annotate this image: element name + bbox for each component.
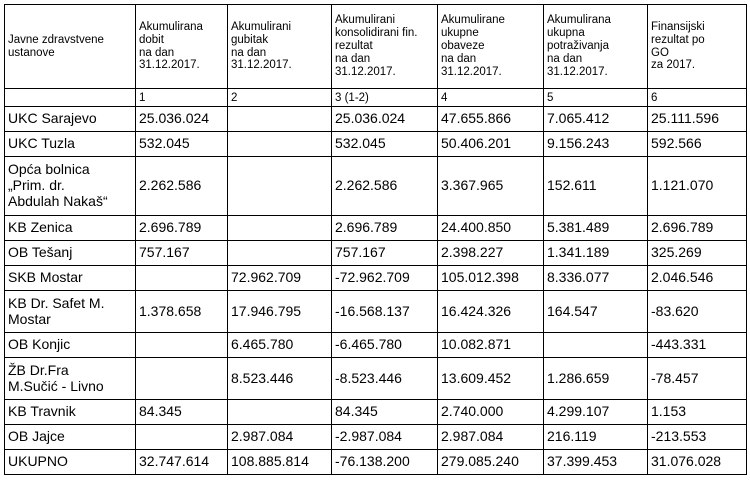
table-cell: 2.696.789 bbox=[332, 216, 438, 241]
table-row bbox=[5, 241, 747, 266]
table-cell: 152.611 bbox=[544, 157, 648, 216]
table-row bbox=[5, 425, 747, 450]
table-row bbox=[5, 157, 747, 216]
table-cell: 84.345 bbox=[332, 400, 438, 425]
institution-name: OB Jajce bbox=[5, 425, 136, 450]
table-cell bbox=[136, 425, 228, 450]
table-cell bbox=[228, 241, 332, 266]
table-cell: 84.345 bbox=[136, 400, 228, 425]
table-cell: 47.655.866 bbox=[438, 107, 544, 132]
table-cell: 532.045 bbox=[136, 132, 228, 157]
table-cell: 1.378.658 bbox=[136, 291, 228, 333]
table-cell: 9.156.243 bbox=[544, 132, 648, 157]
table-cell bbox=[228, 107, 332, 132]
table-row bbox=[5, 132, 747, 157]
table-cell: 2.398.227 bbox=[438, 241, 544, 266]
table-cell: 1.341.189 bbox=[544, 241, 648, 266]
table-cell: 8.336.077 bbox=[544, 266, 648, 291]
column-number-row bbox=[5, 89, 747, 107]
institution-name: UKC Tuzla bbox=[5, 132, 136, 157]
table-cell: 2.262.586 bbox=[136, 157, 228, 216]
table-cell: 37.399.453 bbox=[544, 450, 648, 475]
column-number-cell bbox=[5, 89, 136, 107]
table-cell: -16.568.137 bbox=[332, 291, 438, 333]
table-cell: -78.457 bbox=[648, 358, 747, 400]
table-cell: 2.046.546 bbox=[648, 266, 747, 291]
table-cell: -76.138.200 bbox=[332, 450, 438, 475]
table-cell: 25.036.024 bbox=[136, 107, 228, 132]
table-cell: 10.082.871 bbox=[438, 333, 544, 358]
table-cell bbox=[228, 216, 332, 241]
header-cell: Akumulirane ukupne obaveze na dan 31.12.2017. bbox=[438, 5, 544, 89]
institution-name: OB Tešanj bbox=[5, 241, 136, 266]
table-cell: 17.946.795 bbox=[228, 291, 332, 333]
institution-name: UKC Sarajevo bbox=[5, 107, 136, 132]
header-cell: Akumulirani gubitak na dan 31.12.2017. bbox=[228, 5, 332, 89]
institution-name: UKUPNO bbox=[5, 450, 136, 475]
table-cell: 1.286.659 bbox=[544, 358, 648, 400]
header-cell: Finansijski rezultat po GO za 2017. bbox=[648, 5, 747, 89]
table-cell: -443.331 bbox=[648, 333, 747, 358]
table-cell: -2.987.084 bbox=[332, 425, 438, 450]
table-cell bbox=[136, 333, 228, 358]
column-number-cell: 6 bbox=[648, 89, 747, 107]
table-cell: 25.111.596 bbox=[648, 107, 747, 132]
total-row bbox=[5, 450, 747, 475]
header-cell: Akumulirana ukupna potraživanja na dan 31.12.2017. bbox=[544, 5, 648, 89]
table-cell: 7.065.412 bbox=[544, 107, 648, 132]
table-cell: 164.547 bbox=[544, 291, 648, 333]
table-cell: 2.696.789 bbox=[648, 216, 747, 241]
table-cell bbox=[228, 132, 332, 157]
column-number-cell: 5 bbox=[544, 89, 648, 107]
table-cell: -213.553 bbox=[648, 425, 747, 450]
institution-name: OB Konjic bbox=[5, 333, 136, 358]
table-cell bbox=[544, 333, 648, 358]
table-row bbox=[5, 216, 747, 241]
institution-name: KB Travnik bbox=[5, 400, 136, 425]
header-cell: Akumulirana dobit na dan 31.12.2017. bbox=[136, 5, 228, 89]
table-cell: 1.121.070 bbox=[648, 157, 747, 216]
column-number-cell: 3 (1-2) bbox=[332, 89, 438, 107]
table-cell: 6.465.780 bbox=[228, 333, 332, 358]
table-cell bbox=[228, 157, 332, 216]
table-cell: 2.987.084 bbox=[228, 425, 332, 450]
table-row bbox=[5, 358, 747, 400]
table-cell: 216.119 bbox=[544, 425, 648, 450]
table-cell: -83.620 bbox=[648, 291, 747, 333]
table-cell: 2.262.586 bbox=[332, 157, 438, 216]
table-cell: 25.036.024 bbox=[332, 107, 438, 132]
table-cell: 13.609.452 bbox=[438, 358, 544, 400]
table-cell: 757.167 bbox=[332, 241, 438, 266]
table-row bbox=[5, 400, 747, 425]
table-cell: 24.400.850 bbox=[438, 216, 544, 241]
financial-table bbox=[4, 4, 747, 475]
table-cell: -6.465.780 bbox=[332, 333, 438, 358]
table-cell: 32.747.614 bbox=[136, 450, 228, 475]
table-cell: 50.406.201 bbox=[438, 132, 544, 157]
table-cell: 31.076.028 bbox=[648, 450, 747, 475]
column-number-cell: 4 bbox=[438, 89, 544, 107]
table-row bbox=[5, 291, 747, 333]
table-cell bbox=[136, 358, 228, 400]
table-cell: 532.045 bbox=[332, 132, 438, 157]
table-cell: 2.987.084 bbox=[438, 425, 544, 450]
institution-name: KB Zenica bbox=[5, 216, 136, 241]
column-number-cell: 2 bbox=[228, 89, 332, 107]
header-cell: Akumulirani konsolidirani fin. rezultat na dan 31.12.2017. bbox=[332, 5, 438, 89]
header-cell: Javne zdravstvene ustanove bbox=[5, 5, 136, 89]
institution-name: ŽB Dr.Fra M.Sučić - Livno bbox=[5, 358, 136, 400]
table-row bbox=[5, 266, 747, 291]
table-cell: 2.696.789 bbox=[136, 216, 228, 241]
table-cell: -8.523.446 bbox=[332, 358, 438, 400]
table-cell bbox=[136, 266, 228, 291]
table-cell: 108.885.814 bbox=[228, 450, 332, 475]
table-cell: 2.740.000 bbox=[438, 400, 544, 425]
table-cell: 72.962.709 bbox=[228, 266, 332, 291]
institution-name: SKB Mostar bbox=[5, 266, 136, 291]
table-cell: 325.269 bbox=[648, 241, 747, 266]
table-cell: 592.566 bbox=[648, 132, 747, 157]
header-row bbox=[5, 5, 747, 89]
table-cell: 757.167 bbox=[136, 241, 228, 266]
table-row bbox=[5, 333, 747, 358]
table-cell: 8.523.446 bbox=[228, 358, 332, 400]
table-cell: 279.085.240 bbox=[438, 450, 544, 475]
table-cell: 16.424.326 bbox=[438, 291, 544, 333]
table-cell: 105.012.398 bbox=[438, 266, 544, 291]
institution-name: Opća bolnica „Prim. dr. Abdulah Nakaš“ bbox=[5, 157, 136, 216]
table-row bbox=[5, 107, 747, 132]
table-cell: 5.381.489 bbox=[544, 216, 648, 241]
institution-name: KB Dr. Safet M. Mostar bbox=[5, 291, 136, 333]
table-cell: 1.153 bbox=[648, 400, 747, 425]
table-cell: 4.299.107 bbox=[544, 400, 648, 425]
table-cell: -72.962.709 bbox=[332, 266, 438, 291]
column-number-cell: 1 bbox=[136, 89, 228, 107]
table-cell: 3.367.965 bbox=[438, 157, 544, 216]
table-cell bbox=[228, 400, 332, 425]
